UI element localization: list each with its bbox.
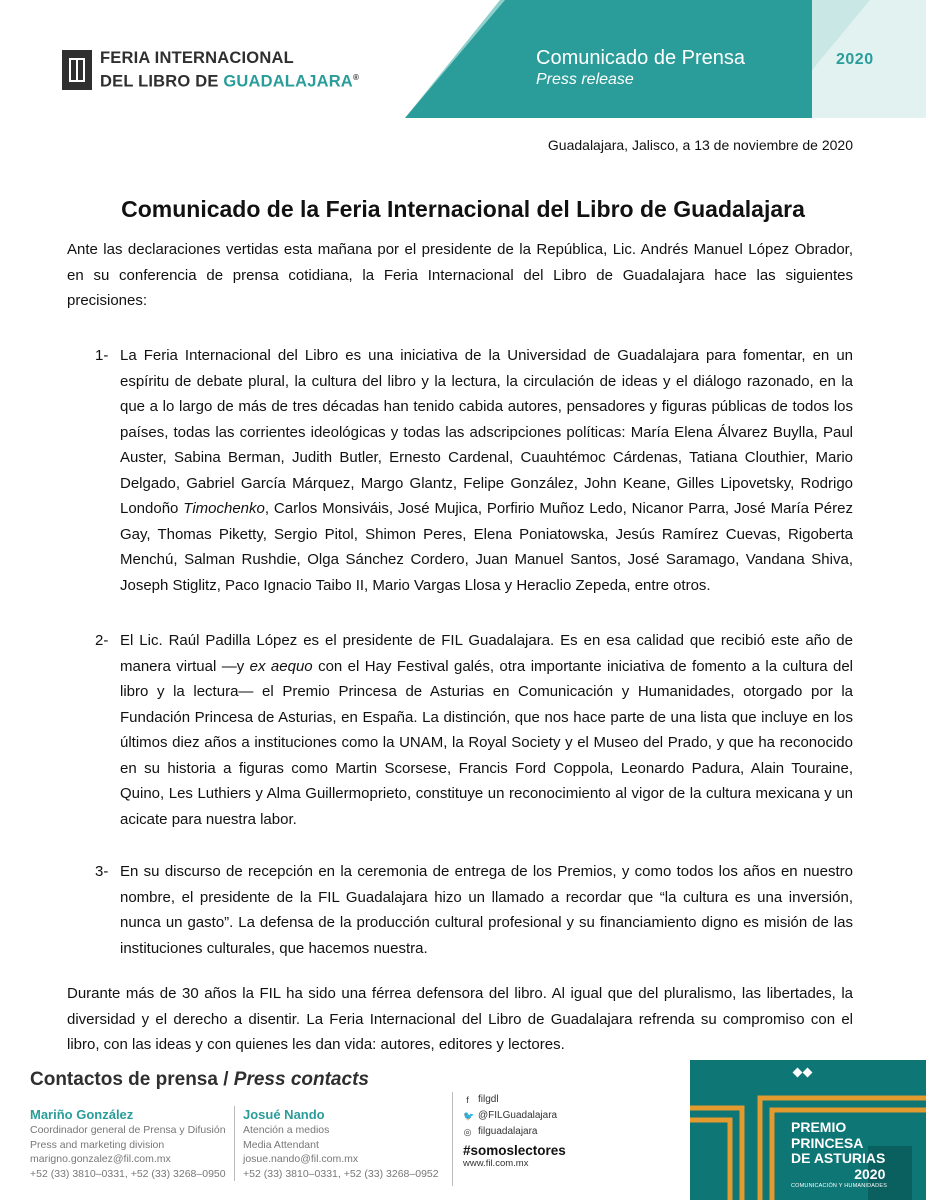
website-link[interactable]: www.fil.com.mx xyxy=(463,1158,529,1169)
social-link-instagram[interactable] xyxy=(463,1124,566,1140)
social-handle: @FILGuadalajara xyxy=(478,1110,558,1121)
award-title xyxy=(791,1120,885,1182)
instagram-icon: ◎ xyxy=(463,1126,472,1137)
contact-role-en: Media Attendant xyxy=(243,1138,319,1151)
social-link-twitter[interactable] xyxy=(463,1108,566,1124)
item-text-part: El Lic. Raúl Padilla López es el presidente de FIL Guadalajara. Es en esa calidad que recibió este año de manera virtual —y xyxy=(120,632,853,675)
contact-role: Atención a medios xyxy=(243,1124,330,1136)
logo-text xyxy=(100,48,359,92)
contact-phone: +52 (33) 3810–0331, +52 (33) 3268–0950 xyxy=(30,1167,226,1180)
banner-subtitle: Press release xyxy=(536,71,634,88)
numbered-item xyxy=(95,859,853,961)
award-badge xyxy=(690,1060,926,1200)
award-line: DE ASTURIAS xyxy=(791,1150,886,1166)
dateline: Guadalajara, Jalisco, a 13 de noviembre de 2020 xyxy=(547,137,853,153)
logo-line-2-accent: GUADALAJARA xyxy=(223,72,353,91)
contact-email[interactable]: josue.nando@fil.com.mx xyxy=(243,1153,359,1165)
document-title: Comunicado de la Feria Internacional del Libro de Guadalajara xyxy=(121,196,805,222)
contact-card xyxy=(234,1106,439,1181)
logo-line-2-prefix: DEL LIBRO DE xyxy=(100,72,224,91)
contact-name: Josué Nando xyxy=(243,1107,325,1122)
hashtag: #somoslectores xyxy=(463,1143,566,1158)
contact-phone: +52 (33) 3810–0331, +52 (33) 3268–0952 xyxy=(243,1167,439,1180)
item-text-part: , Carlos Monsiváis, José Mujica, Porfirio Muñoz Ledo, Nicanor Parra, José María Pérez Gay, Thomas Piketty, Sergio Pitol, Shimon Peres, Elena Poniatowska, Jesús Ramírez Cuevas, Rigoberta Menchú, Salman Rushdie, Olga Sánchez Cordero, Juan Manuel Santos, José Saramago, Vandana Shiva, Joseph Stiglitz, Paco Ignacio Taibo II, Mario Vargas Llosa y Heraclio Zepeda, entre otros. xyxy=(120,500,853,594)
item-number: 1- xyxy=(95,347,109,364)
item-text-part: con el Hay Festival galés, otra importante iniciativa de fomento a la cultura del libro y la lectura— el Premio Princesa de Asturias en Comunicación y Humanidades, otorgado por la Fundación Princesa de Asturias, en España. La distinción, que nos hace parte de una lista que incluye en los últimos diez años a instituciones como la UNAM, la Royal Society y el Museo del Prado, y que ha reconocido en su historia a figuras como Martin Scorsese, Francis Ford Coppola, Leonardo Padura, Alain Touraine, Quino, Les Luthiers y Alma Guillermoprieto, constituye un reconocimiento al vigor de la cultura mexicana y un acicate para nuestra labor. xyxy=(120,657,853,828)
press-contacts-heading-es: Contactos de prensa / xyxy=(30,1069,234,1090)
closing-paragraph: Durante más de 30 años la FIL ha sido una férrea defensora del libro. Al igual que del pluralismo, las libertades, la diversidad y el derecho a disentir. La Feria Internacional del Libro de Guadalajara refrenda su compromiso con el libro, con las ideas y con quienes les dan vida: autores, editores y lectores. xyxy=(67,985,853,1053)
numbered-item xyxy=(95,628,853,832)
twitter-icon: 🐦 xyxy=(463,1110,475,1121)
numbered-item xyxy=(95,343,853,598)
social-handle: filguadalajara xyxy=(478,1126,538,1137)
item-text-part: La Feria Internacional del Libro es una iniciativa de la Universidad de Guadalajara para fomentar, en un espíritu de debate plural, la cultura del libro y la lectura, la circulación de ideas y el diálogo razonado, en la que a lo largo de más de tres décadas han tenido cabida autores, pensadores y figuras públicas de todos los países, todas las corrientes ideológicas y todas las adscripciones políticas: María Elena Álvarez Buylla, Paul Auster, Sabina Berman, Judith Butler, Ernesto Cardenal, Cuauhtémoc Cárdenas, Tatiana Clouthier, Mario Delgado, Gabriel García Márquez, Margo Glantz, Felipe González, John Keane, Gilles Lipovetsky, Rodrigo Londoño xyxy=(120,347,853,517)
facebook-icon: f xyxy=(466,1094,469,1105)
contact-card xyxy=(30,1106,226,1181)
contact-role: Coordinador general de Prensa y Difusión xyxy=(30,1124,226,1136)
item-number: 2- xyxy=(95,632,109,649)
item-number: 3- xyxy=(95,863,109,880)
award-line: PRINCESA xyxy=(791,1134,864,1151)
social-links xyxy=(452,1092,566,1186)
item-text xyxy=(120,859,853,961)
intro-paragraph: Ante las declaraciones vertidas esta mañana por el presidente de la República, Lic. Andrés Manuel López Obrador, en su conferencia de prensa cotidiana, la Feria Internacional del Libro de Guadalajara hace las siguientes precisiones: xyxy=(67,241,853,309)
social-handle: filgdl xyxy=(478,1094,499,1105)
item-text-italic: Timochenko xyxy=(183,500,265,517)
fil-logo xyxy=(62,48,359,92)
fil-logo-icon xyxy=(62,50,92,90)
item-text-part: En su discurso de recepción en la ceremonia de entrega de los Premios, y como todos los años en nuestro nombre, el presidente de la FIL Guadalajara hizo un llamado a recordar que “la cultura es una inversión, nunca un gasto”. La defensa de la producción cultural profesional y su financiamiento digno es misión de las instituciones culturales, que hacemos nuestra. xyxy=(120,863,853,957)
press-contacts-heading-en: Press contacts xyxy=(233,1069,369,1090)
item-text-italic: ex aequo xyxy=(249,657,313,675)
contact-email[interactable]: marigno.gonzalez@fil.com.mx xyxy=(30,1153,171,1165)
award-line: PREMIO xyxy=(791,1119,847,1135)
contact-name: Mariño González xyxy=(30,1107,134,1122)
award-year: 2020 xyxy=(854,1165,886,1182)
contact-role-en: Press and marketing division xyxy=(30,1138,165,1151)
footer xyxy=(0,1060,926,1200)
press-contacts-heading xyxy=(30,1069,369,1091)
registered-mark: ® xyxy=(352,73,360,82)
item-text xyxy=(120,343,853,598)
banner-year: 2020 xyxy=(836,51,874,68)
item-text xyxy=(120,628,853,832)
letterhead xyxy=(0,0,926,118)
banner-title: Comunicado de Prensa xyxy=(536,47,746,69)
social-link-facebook[interactable] xyxy=(463,1092,566,1108)
logo-line-2 xyxy=(100,68,359,92)
logo-line-1: FERIA INTERNACIONAL xyxy=(100,49,294,67)
award-subtitle: COMUNICACIÓN Y HUMANIDADES xyxy=(791,1183,888,1189)
